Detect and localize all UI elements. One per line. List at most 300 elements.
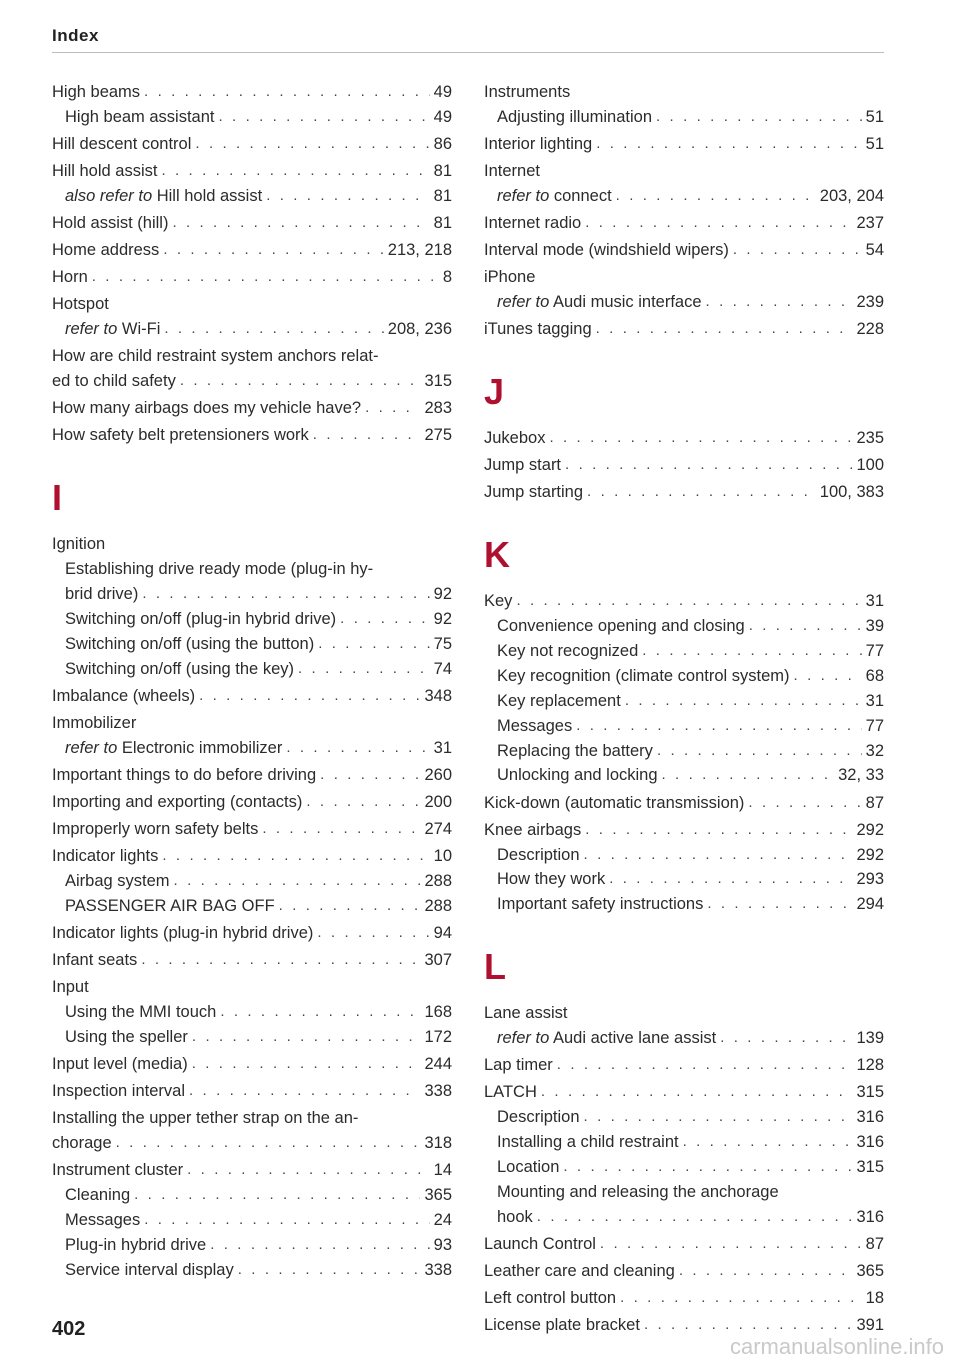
index-entry-text: Location xyxy=(497,1157,560,1176)
index-entry-text: Jump start xyxy=(484,456,562,475)
index-entry-label xyxy=(497,105,652,130)
index-entry-label xyxy=(497,614,745,639)
index-subentry xyxy=(52,736,452,761)
index-subentry xyxy=(484,1026,884,1051)
dot-leader xyxy=(662,764,835,789)
index-page-ref: 68 xyxy=(865,666,884,685)
watermark: carmanualsonline.info xyxy=(729,1334,944,1359)
dot-leader xyxy=(706,290,853,315)
index-entry-label xyxy=(497,290,702,315)
index-entry-text: Jump starting xyxy=(484,483,584,502)
index-page-ref: 31 xyxy=(865,691,884,710)
dot-leader xyxy=(219,105,430,130)
index-entry-label xyxy=(497,664,790,689)
dot-leader xyxy=(164,317,383,342)
dot-leader xyxy=(180,369,421,394)
index-page-ref: 292 xyxy=(856,820,884,839)
index-entry-text: Internet radio xyxy=(484,214,582,233)
dot-leader xyxy=(317,921,429,946)
dot-leader xyxy=(557,1053,853,1078)
index-entry xyxy=(52,132,452,157)
index-page-ref: 244 xyxy=(424,1055,452,1074)
index-page-ref: 49 xyxy=(433,108,452,127)
index-page-ref: 274 xyxy=(424,820,452,839)
index-entry xyxy=(484,80,884,105)
dot-leader xyxy=(642,639,861,664)
index-entry-label xyxy=(497,689,621,714)
index-entry xyxy=(52,817,452,842)
dot-leader xyxy=(92,265,439,290)
index-entry xyxy=(52,1131,452,1156)
index-entry-label xyxy=(52,921,313,946)
dot-leader xyxy=(600,1232,862,1257)
index-entry-label xyxy=(497,1026,716,1051)
cross-reference-prefix: refer to xyxy=(497,1029,550,1048)
index-entry xyxy=(484,589,884,614)
index-entry-text: Instrument cluster xyxy=(52,1161,184,1180)
index-entry-text: Convenience opening and closing xyxy=(497,617,745,636)
index-page-ref: 92 xyxy=(433,585,452,604)
index-entry xyxy=(484,211,884,236)
index-page-ref: 51 xyxy=(865,108,884,127)
cross-reference-prefix: also refer to xyxy=(65,187,153,206)
index-entry-text: High beams xyxy=(52,83,141,102)
header-divider xyxy=(52,52,884,53)
index-page-ref: 365 xyxy=(856,1261,884,1280)
index-entry xyxy=(52,211,452,236)
dot-leader xyxy=(306,790,420,815)
dot-leader xyxy=(794,664,862,689)
index-page-ref: 10 xyxy=(433,847,452,866)
index-subentry xyxy=(484,689,884,714)
index-entry-label xyxy=(65,632,314,657)
index-entry-label xyxy=(65,1000,216,1025)
index-entry-label xyxy=(484,1053,553,1078)
index-page-ref: 32 xyxy=(865,741,884,760)
index-entry-text: Description xyxy=(497,1108,580,1127)
index-subentry xyxy=(52,105,452,130)
dot-leader xyxy=(141,948,420,973)
dot-leader xyxy=(656,105,862,130)
index-entry-label xyxy=(497,843,580,868)
dot-leader xyxy=(585,211,852,236)
dot-leader xyxy=(565,453,852,478)
index-entry-text: PASSENGER AIR BAG OFF xyxy=(65,896,275,915)
index-entry xyxy=(52,844,452,869)
index-entry-label xyxy=(497,714,572,739)
index-entry xyxy=(52,1158,452,1183)
index-entry-text: Cleaning xyxy=(65,1186,131,1205)
index-page-ref: 172 xyxy=(424,1027,452,1046)
index-entry xyxy=(484,238,884,263)
index-entry-label xyxy=(52,763,316,788)
index-entry-text: hook xyxy=(497,1207,533,1226)
index-page-ref: 128 xyxy=(856,1056,884,1075)
index-entry-label xyxy=(484,80,570,105)
index-entry xyxy=(484,1232,884,1257)
index-entry xyxy=(484,159,884,184)
index-entry xyxy=(52,948,452,973)
index-entry-text: Unlocking and locking xyxy=(497,766,658,785)
dot-leader xyxy=(749,614,862,639)
index-entry-label xyxy=(52,844,158,869)
dot-leader xyxy=(720,1026,852,1051)
dot-leader xyxy=(172,211,429,236)
index-entry-text: Installing the upper tether strap on the an- xyxy=(52,1109,359,1128)
dot-leader xyxy=(286,736,429,761)
index-entry-text: Hotspot xyxy=(52,295,109,314)
dot-leader xyxy=(262,817,420,842)
index-entry-text: License plate bracket xyxy=(484,1316,640,1335)
index-subentry xyxy=(52,1258,452,1283)
index-page-ref: 94 xyxy=(433,924,452,942)
index-page-ref: 31 xyxy=(433,738,452,757)
index-entry-text: Horn xyxy=(52,268,88,287)
index-entry-text: Electronic immobilizer xyxy=(121,738,283,757)
index-page-ref: 93 xyxy=(433,1235,452,1254)
index-entry xyxy=(484,791,884,816)
index-entry xyxy=(52,790,452,815)
index-entry-text: Launch Control xyxy=(484,1234,596,1253)
index-entry-text: Switching on/off (using the key) xyxy=(65,659,294,678)
index-entry-label xyxy=(52,790,302,815)
index-column-right xyxy=(484,78,884,1338)
dot-leader xyxy=(596,317,853,342)
index-entry-label xyxy=(52,948,137,973)
index-column-left xyxy=(52,78,452,1283)
index-page-ref: 31 xyxy=(865,592,884,611)
index-page-ref: 292 xyxy=(856,845,884,864)
index-page-ref: 239 xyxy=(856,293,884,312)
dot-leader xyxy=(210,1233,429,1258)
dot-leader xyxy=(733,238,862,263)
index-entry-label xyxy=(484,1080,537,1105)
index-entry-text: Ignition xyxy=(52,535,106,554)
index-page-ref: 49 xyxy=(433,83,452,102)
dot-leader xyxy=(587,480,816,505)
index-entry-text: Installing a child restraint xyxy=(497,1133,679,1152)
index-entry-label xyxy=(52,265,88,290)
index-entry-label xyxy=(52,684,195,709)
index-subentry xyxy=(52,1183,452,1208)
index-entry-label xyxy=(52,159,157,184)
index-entry-text: Lap timer xyxy=(484,1056,553,1075)
cross-reference-prefix: refer to xyxy=(65,738,118,757)
index-entry-label xyxy=(65,1183,130,1208)
index-entry-label xyxy=(52,975,89,1000)
index-entry-text: LATCH xyxy=(484,1083,537,1102)
index-subentry xyxy=(484,1105,884,1130)
index-subentry xyxy=(484,1205,884,1230)
index-page-ref: 81 xyxy=(433,187,452,206)
index-entry-label xyxy=(52,132,191,157)
index-entry-text: Hill descent control xyxy=(52,135,192,154)
index-subentry xyxy=(52,317,452,342)
index-entry-text: ed to child safety xyxy=(52,372,176,391)
index-page-ref: 86 xyxy=(433,135,452,154)
index-page-ref: 391 xyxy=(856,1316,884,1335)
index-page-ref: 307 xyxy=(424,951,452,970)
index-subentry xyxy=(52,607,452,632)
cross-reference-prefix: refer to xyxy=(497,187,550,206)
dot-leader xyxy=(195,132,429,157)
index-entry-text: Key replacement xyxy=(497,691,621,710)
dot-leader xyxy=(266,184,429,209)
index-entry-label xyxy=(484,1001,567,1026)
index-entry-text: Input xyxy=(52,978,89,997)
index-subentry xyxy=(484,1180,884,1205)
index-entry-label xyxy=(65,317,160,342)
index-entry-text: Adjusting illumination xyxy=(497,108,653,127)
index-entry-label xyxy=(52,211,168,236)
dot-leader xyxy=(144,80,430,105)
index-entry-text: Airbag system xyxy=(65,872,170,891)
dot-leader xyxy=(189,1079,420,1104)
index-entry-label xyxy=(484,1259,675,1284)
index-entry-text: Messages xyxy=(65,1210,141,1229)
index-entry-label xyxy=(497,639,638,664)
index-entry xyxy=(484,265,884,290)
index-entry-text: Replacing the battery xyxy=(497,741,653,760)
index-subentry xyxy=(484,739,884,764)
index-entry-text: Switching on/off (plug-in hybrid drive) xyxy=(65,610,337,628)
index-page-ref: 237 xyxy=(856,214,884,233)
index-entry-label xyxy=(484,453,561,478)
index-entry xyxy=(52,292,452,317)
index-entry-label xyxy=(52,1131,112,1156)
index-entry-label xyxy=(65,557,373,582)
index-entry xyxy=(52,1079,452,1104)
index-subentry xyxy=(52,632,452,657)
index-entry-text: Important safety instructions xyxy=(497,895,704,914)
index-entry xyxy=(484,426,884,451)
dot-leader xyxy=(320,763,420,788)
index-entry-text: Importing and exporting (contacts) xyxy=(52,792,303,811)
index-entry-text: Indicator lights (plug-in hybrid drive) xyxy=(52,924,314,942)
index-entry-text: Infant seats xyxy=(52,951,138,970)
dot-leader xyxy=(683,1130,853,1155)
index-entry-text: Key not recognized xyxy=(497,642,639,661)
index-entry-text: Important things to do before driving xyxy=(52,765,317,784)
index-entry xyxy=(52,711,452,736)
cross-reference-prefix: refer to xyxy=(65,320,118,339)
index-entry xyxy=(52,763,452,788)
index-entry-text: Home address xyxy=(52,241,160,260)
dot-leader xyxy=(192,1052,421,1077)
dot-leader xyxy=(563,1155,852,1180)
index-entry xyxy=(484,1259,884,1284)
index-entry-text: Service interval display xyxy=(65,1260,234,1279)
index-entry-label xyxy=(52,532,105,557)
index-entry-text: chorage xyxy=(52,1134,112,1153)
index-entry-text: Input level (media) xyxy=(52,1055,188,1074)
index-entry-label xyxy=(65,1258,234,1283)
index-entry-text: Audi music interface xyxy=(552,293,702,312)
index-page-ref: 316 xyxy=(856,1108,884,1127)
dot-leader xyxy=(549,426,852,451)
index-subentry xyxy=(484,764,884,789)
index-entry-text: Lane assist xyxy=(484,1004,568,1023)
index-entry-label xyxy=(52,369,176,394)
index-subentry xyxy=(484,664,884,689)
index-entry-label xyxy=(497,1130,679,1155)
index-entry-label xyxy=(52,1052,188,1077)
index-entry-label xyxy=(52,1079,185,1104)
index-subentry xyxy=(484,290,884,315)
index-entry xyxy=(484,132,884,157)
dot-leader xyxy=(340,607,429,632)
dot-leader xyxy=(625,689,862,714)
index-entry-text: Hold assist (hill) xyxy=(52,214,169,233)
index-subentry xyxy=(484,614,884,639)
dot-leader xyxy=(596,132,861,157)
index-entry xyxy=(484,480,884,505)
index-entry-label xyxy=(484,238,729,263)
index-entry-label xyxy=(65,894,275,919)
index-entry-text: Hill hold assist xyxy=(156,187,263,206)
index-page-ref: 87 xyxy=(865,1234,884,1253)
index-subentry xyxy=(52,869,452,894)
index-entry xyxy=(52,369,452,394)
dot-leader xyxy=(748,791,861,816)
index-entry xyxy=(52,238,452,263)
dot-leader xyxy=(707,892,852,917)
cross-reference-prefix: refer to xyxy=(497,293,550,312)
index-entry-label xyxy=(497,867,605,892)
index-entry-text: brid drive) xyxy=(65,585,139,604)
index-entry xyxy=(52,532,452,557)
index-entry-text: Messages xyxy=(497,716,573,735)
dot-leader xyxy=(199,684,420,709)
dot-leader xyxy=(298,657,430,682)
index-page-ref: 208, 236 xyxy=(387,320,452,339)
index-entry-label xyxy=(65,1208,140,1233)
index-entry-label xyxy=(52,292,109,317)
index-entry-label xyxy=(65,657,294,682)
index-entry-label xyxy=(52,423,309,448)
dot-leader xyxy=(576,714,861,739)
index-entry-text: Imbalance (wheels) xyxy=(52,686,196,705)
index-page-ref: 81 xyxy=(433,162,452,181)
index-entry xyxy=(52,684,452,709)
index-subentry xyxy=(484,639,884,664)
dot-leader xyxy=(220,1000,420,1025)
index-entry xyxy=(52,396,452,421)
index-subentry xyxy=(484,1130,884,1155)
index-subentry xyxy=(484,892,884,917)
index-entry-label xyxy=(65,1233,206,1258)
index-entry-text: Kick-down (automatic transmission) xyxy=(484,793,745,812)
index-entry-label xyxy=(52,817,258,842)
index-entry-text: Audi active lane assist xyxy=(552,1029,717,1048)
index-entry xyxy=(52,975,452,1000)
index-entry-text: Left control button xyxy=(484,1288,617,1307)
index-entry xyxy=(52,265,452,290)
index-page-ref: 100 xyxy=(856,456,884,475)
index-entry-text: Using the MMI touch xyxy=(65,1003,217,1022)
index-page-ref: 338 xyxy=(424,1260,452,1279)
index-subentry xyxy=(484,105,884,130)
index-entry-label xyxy=(497,739,653,764)
index-page-ref: 87 xyxy=(865,793,884,812)
index-entry-text: How safety belt pretensioners work xyxy=(52,426,309,445)
index-entry-label xyxy=(484,265,535,290)
dot-leader xyxy=(313,423,421,448)
index-entry-text: Improperly worn safety belts xyxy=(52,820,259,839)
index-page-ref: 275 xyxy=(424,426,452,445)
index-entry-text: Wi-Fi xyxy=(121,320,161,339)
dot-leader xyxy=(516,589,861,614)
index-entry-text: Switching on/off (using the button) xyxy=(65,634,315,653)
index-entry-text: Description xyxy=(497,845,580,864)
index-entry-text: iPhone xyxy=(484,268,536,287)
index-entry-text: Establishing drive ready mode (plug-in hy- xyxy=(65,560,374,579)
index-page-ref: 39 xyxy=(865,617,884,636)
index-entry-label xyxy=(497,1105,580,1130)
index-page-ref: 294 xyxy=(856,895,884,914)
index-subentry xyxy=(484,1155,884,1180)
dot-leader xyxy=(134,1183,420,1208)
index-entry-label xyxy=(484,791,744,816)
index-entry xyxy=(484,818,884,843)
index-page-ref: 315 xyxy=(424,372,452,391)
index-entry-text: Key xyxy=(484,592,513,611)
index-entry-text: Internet xyxy=(484,162,540,181)
dot-leader xyxy=(192,1025,421,1050)
index-page-ref: 348 xyxy=(424,686,452,705)
index-page-ref: 288 xyxy=(424,872,452,891)
index-page-ref: 260 xyxy=(424,765,452,784)
index-entry-label xyxy=(497,184,612,209)
index-entry-label xyxy=(52,711,136,736)
dot-leader xyxy=(365,396,420,421)
page-header-title: Index xyxy=(52,26,99,45)
index-entry-text: Leather care and cleaning xyxy=(484,1261,675,1280)
dot-leader xyxy=(187,1158,430,1183)
index-entry-text: How many airbags does my vehicle have? xyxy=(52,399,362,418)
index-entry-text: connect xyxy=(553,187,612,206)
index-page-ref: 293 xyxy=(856,870,884,889)
index-entry xyxy=(484,1001,884,1026)
dot-leader xyxy=(609,867,852,892)
index-entry-label xyxy=(484,426,545,451)
index-subentry xyxy=(484,867,884,892)
index-entry xyxy=(52,159,452,184)
index-subentry xyxy=(52,1208,452,1233)
index-entry xyxy=(52,344,452,369)
index-page-ref: 8 xyxy=(442,268,452,287)
index-letter-heading: L xyxy=(484,946,506,988)
index-entry-text: Immobilizer xyxy=(52,713,137,732)
index-page-ref: 338 xyxy=(424,1082,452,1101)
index-page-ref: 316 xyxy=(856,1207,884,1226)
index-page-ref: 318 xyxy=(424,1134,452,1153)
index-page-ref: 203, 204 xyxy=(819,187,884,206)
index-entry-label xyxy=(52,1106,358,1131)
dot-leader xyxy=(584,843,853,868)
dot-leader xyxy=(174,869,421,894)
index-entry-label xyxy=(484,589,512,614)
index-entry-label xyxy=(65,105,215,130)
index-entry-text: Jukebox xyxy=(484,429,546,448)
index-entry-text: Interior lighting xyxy=(484,135,593,154)
dot-leader xyxy=(238,1258,421,1283)
dot-leader xyxy=(279,894,421,919)
index-letter-heading: K xyxy=(484,534,510,576)
index-entry xyxy=(52,1106,452,1131)
index-subentry xyxy=(52,894,452,919)
dot-leader xyxy=(537,1205,853,1230)
